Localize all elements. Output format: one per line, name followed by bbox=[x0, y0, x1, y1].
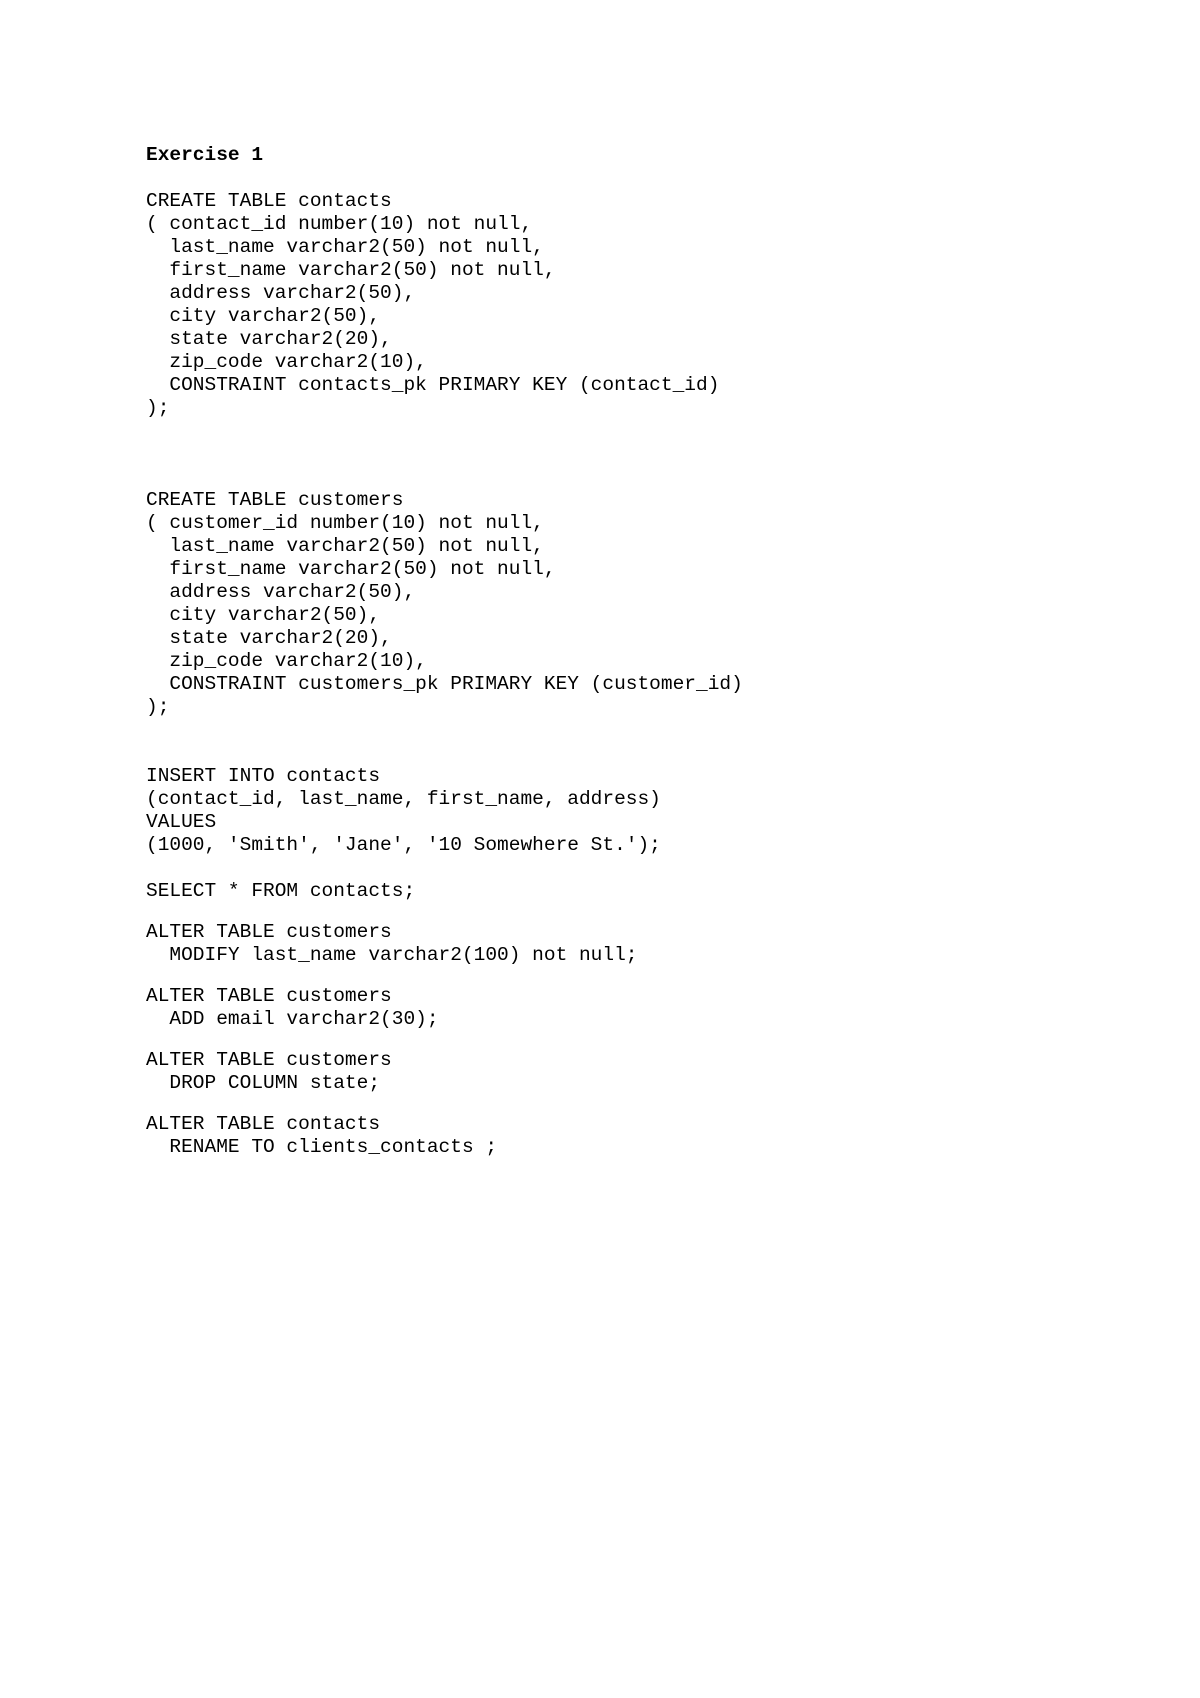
document-content bbox=[146, 144, 743, 1159]
code-line: DROP COLUMN state; bbox=[146, 1072, 381, 1094]
code-line: CONSTRAINT customers_pk PRIMARY KEY (customer_id) bbox=[146, 673, 743, 695]
code-line: MODIFY last_name varchar2(100) not null; bbox=[146, 944, 638, 966]
code-line: first_name varchar2(50) not null, bbox=[146, 259, 556, 281]
code-line: zip_code varchar2(10), bbox=[146, 351, 427, 373]
sql-block-select-contacts bbox=[146, 880, 743, 903]
code-line: ); bbox=[146, 397, 170, 419]
sql-block-alter-drop bbox=[146, 1049, 743, 1095]
code-line: first_name varchar2(50) not null, bbox=[146, 558, 556, 580]
code-line: INSERT INTO contacts bbox=[146, 765, 381, 787]
code-line: ALTER TABLE contacts bbox=[146, 1113, 381, 1135]
code-line: address varchar2(50), bbox=[146, 581, 416, 603]
code-line: state varchar2(20), bbox=[146, 627, 392, 649]
code-line: ( contact_id number(10) not null, bbox=[146, 213, 533, 235]
sql-blocks bbox=[146, 190, 743, 1159]
code-line: ALTER TABLE customers bbox=[146, 1049, 392, 1071]
code-line: ADD email varchar2(30); bbox=[146, 1008, 439, 1030]
code-line: ALTER TABLE customers bbox=[146, 921, 392, 943]
code-line: CONSTRAINT contacts_pk PRIMARY KEY (contact_id) bbox=[146, 374, 720, 396]
sql-block-create-contacts bbox=[146, 190, 743, 420]
code-line: VALUES bbox=[146, 811, 217, 833]
code-line: CREATE TABLE customers bbox=[146, 489, 404, 511]
sql-block-alter-modify bbox=[146, 921, 743, 967]
code-line: city varchar2(50), bbox=[146, 305, 381, 327]
code-line: last_name varchar2(50) not null, bbox=[146, 535, 544, 557]
code-line: ALTER TABLE customers bbox=[146, 985, 392, 1007]
code-line: SELECT * FROM contacts; bbox=[146, 880, 416, 902]
code-line: address varchar2(50), bbox=[146, 282, 416, 304]
code-line: RENAME TO clients_contacts ; bbox=[146, 1136, 498, 1158]
exercise-title: Exercise 1 bbox=[146, 144, 264, 166]
sql-block-create-customers bbox=[146, 489, 743, 719]
sql-block-alter-add bbox=[146, 985, 743, 1031]
code-line: CREATE TABLE contacts bbox=[146, 190, 392, 212]
code-line: state varchar2(20), bbox=[146, 328, 392, 350]
code-line: zip_code varchar2(10), bbox=[146, 650, 427, 672]
code-line: ( customer_id number(10) not null, bbox=[146, 512, 544, 534]
sql-block-alter-rename bbox=[146, 1113, 743, 1159]
code-line: (contact_id, last_name, first_name, address) bbox=[146, 788, 661, 810]
code-line: city varchar2(50), bbox=[146, 604, 381, 626]
code-line: (1000, 'Smith', 'Jane', '10 Somewhere St.'); bbox=[146, 834, 661, 856]
code-line: last_name varchar2(50) not null, bbox=[146, 236, 544, 258]
sql-block-insert-contacts bbox=[146, 765, 743, 857]
code-line: ); bbox=[146, 696, 170, 718]
